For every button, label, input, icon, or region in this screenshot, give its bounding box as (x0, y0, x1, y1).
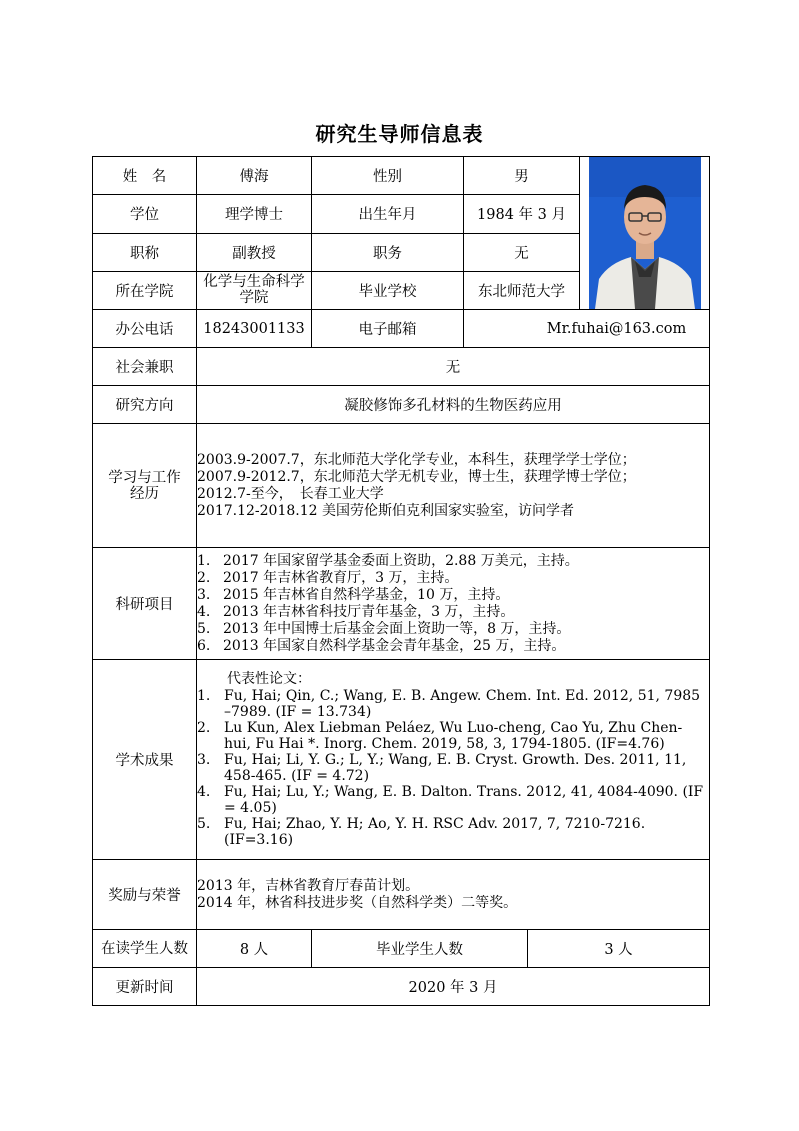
label-achievements: 学术成果 (93, 660, 197, 860)
project-item: 5. 2013 年中国博士后基金会面上资助一等，8 万，主持。 (197, 620, 571, 637)
row-phone (93, 310, 710, 348)
row-students (93, 930, 710, 968)
project-item: 4. 2013 年吉林省科技厅青年基金，3 万，主持。 (197, 603, 515, 620)
photo-cell (580, 157, 710, 310)
value-students: 8 人 (197, 930, 312, 968)
publication-item: 1. Fu, Hai; Qin, C.; Wang, E. B. Angew. Chem. Int. Ed. 2012, 51, 7985 –7989. (IF = 13.734) (197, 688, 701, 720)
awards-block (197, 860, 710, 930)
label-degree: 学位 (93, 195, 197, 233)
label-projects: 科研项目 (93, 548, 197, 660)
value-updated: 2020 年 3 月 (197, 968, 710, 1006)
label-social: 社会兼职 (93, 348, 197, 386)
award-item: 2013 年，吉林省教育厅春苗计划。 (197, 877, 420, 894)
label-students: 在读学生人数 (93, 930, 197, 968)
row-projects (93, 548, 710, 660)
project-item: 1. 2017 年国家留学基金委面上资助，2.88 万美元，主持。 (197, 552, 579, 569)
publication-item: 3. Fu, Hai; Li, Y. G.; L, Y.; Wang, E. B. Cryst. Growth. Des. 2011, 11, 458-465. (IF = 4.72) (197, 752, 687, 784)
label-school: 毕业学校 (312, 271, 464, 309)
label-name: 姓 名 (93, 157, 197, 195)
label-updated: 更新时间 (93, 968, 197, 1006)
value-degree: 理学博士 (197, 195, 312, 233)
label-experience: 学习与工作经历 (93, 424, 197, 548)
label-email: 电子邮箱 (312, 310, 464, 348)
page-title: 研究生导师信息表 (315, 122, 484, 146)
row-research (93, 386, 710, 424)
value-social: 无 (197, 348, 710, 386)
value-school: 东北师范大学 (464, 271, 580, 309)
label-title: 职称 (93, 233, 197, 271)
publication-item: 4. Fu, Hai; Lu, Y.; Wang, E. B. Dalton. Trans. 2012, 41, 4084-4090. (IF = 4.05) (197, 784, 704, 816)
row-achievements (93, 660, 710, 860)
experience-block (197, 424, 710, 548)
experience-line: 2007.9-2012.7，东北师范大学无机专业，博士生，获理学博士学位； (197, 468, 636, 485)
label-research: 研究方向 (93, 386, 197, 424)
value-research: 凝胶修饰多孔材料的生物医药应用 (197, 386, 710, 424)
label-birth: 出生年月 (312, 195, 464, 233)
experience-line: 2017.12-2018.12 美国劳伦斯伯克利国家实验室，访问学者 (197, 502, 574, 519)
value-title: 副教授 (197, 233, 312, 271)
info-table (92, 156, 710, 1006)
project-item: 3. 2015 年吉林省自然科学基金，10 万，主持。 (197, 586, 510, 603)
achievements-block (197, 660, 710, 860)
label-graduates: 毕业学生人数 (312, 930, 528, 968)
experience-line: 2012.7-至今， 长春工业大学 (197, 485, 384, 502)
value-gender: 男 (464, 157, 580, 195)
projects-block (197, 548, 710, 660)
value-position: 无 (464, 233, 580, 271)
label-position: 职务 (312, 233, 464, 271)
award-item: 2014 年，林省科技进步奖（自然科学类）二等奖。 (197, 894, 518, 911)
value-birth: 1984 年 3 月 (464, 195, 580, 233)
value-email: Mr.fuhai@163.com (464, 310, 710, 348)
row-experience (93, 424, 710, 548)
project-item: 2. 2017 年吉林省教育厅，3 万，主持。 (197, 569, 459, 586)
row-social (93, 348, 710, 386)
row-updated (93, 968, 710, 1006)
value-phone: 18243001133 (197, 310, 312, 348)
value-college: 化学与生命科学学院 (197, 271, 312, 309)
label-phone: 办公电话 (93, 310, 197, 348)
label-awards: 奖励与荣誉 (93, 860, 197, 930)
portrait-photo (589, 157, 701, 309)
value-graduates: 3 人 (528, 930, 710, 968)
publication-item: 2. Lu Kun, Alex Liebman Peláez, Wu Luo-cheng, Cao Yu, Zhu Chen-hui, Fu Hai *. Inorg. Chem. 2019, 58, 3, 1794-1805. (IF=4.76) (197, 720, 683, 752)
achievements-heading: 代表性论文： (227, 671, 311, 687)
label-gender: 性别 (312, 157, 464, 195)
publication-item: 5. Fu, Hai; Zhao, Y. H; Ao, Y. H. RSC Adv. 2017, 7, 7210-7216. (IF=3.16) (197, 816, 646, 848)
label-college: 所在学院 (93, 271, 197, 309)
value-name: 傅海 (197, 157, 312, 195)
project-item: 6. 2013 年国家自然科学基金会青年基金，25 万，主持。 (197, 637, 566, 654)
row-awards (93, 860, 710, 930)
row-name (93, 157, 710, 195)
experience-line: 2003.9-2007.7，东北师范大学化学专业，本科生，获理学学士学位； (197, 451, 636, 468)
